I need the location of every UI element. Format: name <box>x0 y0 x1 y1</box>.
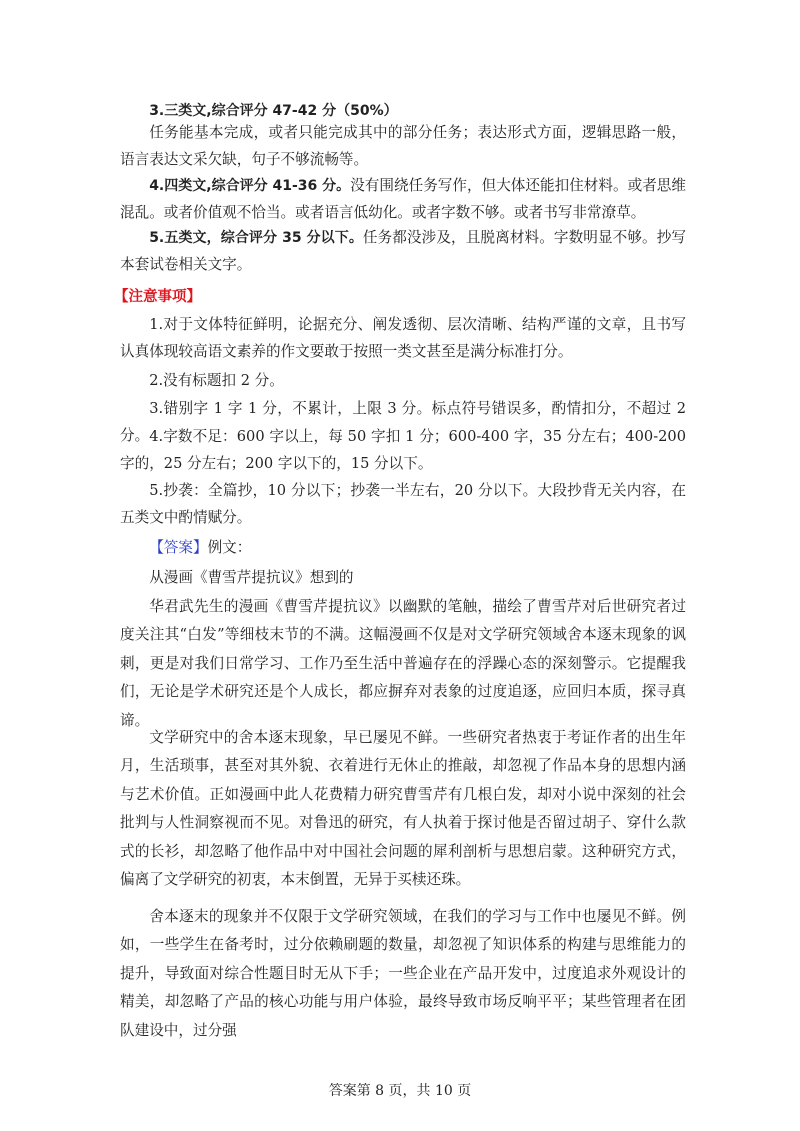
answer-intro: 例文： <box>207 539 252 556</box>
essay-title: 从漫画《曹雪芹提抗议》想到的 <box>149 569 354 586</box>
rubric-item-5-title: 5.五类文，综合评分 35 分以下。 <box>149 230 363 246</box>
note-item-3: 3.错别字 1 字 1 分，不累计，上限 3 分。标点符号错误多，酌情扣分，不超过 2 分。 <box>120 400 686 444</box>
rubric-item-4 <box>120 173 686 226</box>
note-item-4: 4.字数不足：600 字以上，每 50 字扣 1 分；600-400 字，35 分左右；400-200 字的，25 分左右；200 字以下的，15 分以下。 <box>120 428 686 472</box>
notes-heading: 【注意事项】 <box>114 289 201 305</box>
essay-paragraph-3: 舍本逐末的现象并不仅限于文学研究领域，在我们的学习与工作中也屡见不鲜。例如，一些学生在备考时，过分依赖刷题的数量，却忽视了知识体系的构建与思维能力的提升，导致面对综合性题目时无从下手；一些企业在产品开发中，过度追求外观设计的精美，却忽略了产品的核心功能与用户体验，最终导致市场反响平平；某些管理者在团队建设中，过分强 <box>120 908 686 1039</box>
rubric-item-3-title: 3.三类文,综合评分 47-42 分（50%） <box>149 103 398 119</box>
note-item-1: 1.对于文体特征鲜明，论据充分、阐发透彻、层次清晰、结构严谨的文章，且书写认真体现较高语文素养的作文要敢于按照一类文甚至是满分标准打分。 <box>120 316 686 360</box>
note-item-5: 5.抄袭：全篇抄，10 分以下；抄袭一半左右，20 分以下。大段抄背无关内容，在五类文中酌情赋分。 <box>120 482 686 526</box>
answer-label: 【答案】 <box>149 539 208 556</box>
page-footer: 答案第 8 页，共 10 页 <box>328 1083 472 1099</box>
rubric-item-4-text: 没有围绕任务写作，但大体还能扣住材料。或者思维混乱。或者价值观不恰当。或者语言低幼化。或者字数不够。或者书写非常潦草。 <box>120 177 686 221</box>
note-item-2: 2.没有标题扣 2 分。 <box>149 372 284 389</box>
rubric-item-5 <box>120 225 686 278</box>
rubric-item-4-title: 4.四类文,综合评分 41-36 分。 <box>149 178 351 194</box>
answer-label-line <box>120 535 686 562</box>
essay-paragraph-2: 文学研究中的舍本逐末现象，早已屡见不鲜。一些研究者热衷于考证作者的出生年月，生活琐事，甚至对其外貌、衣着进行无休止的推敲，却忽视了作品本身的思想内涵与艺术价值。正如漫画中此人花费精力研究曹雪芹有几根白发，却对小说中深刻的社会批判与人性洞察视而不见。对鲁迅的研究，有人执着于探讨他是否留过胡子、穿什么款式的长衫，却忽略了他作品中对中国社会问题的犀利剖析与思想启蒙。这种研究方式，偏离了文学研究的初衷，本末倒置，无异于买椟还珠。 <box>120 729 686 889</box>
rubric-item-3-text: 任务能基本完成，或者只能完成其中的部分任务；表达形式方面，逻辑思路一般，语言表达文采欠缺，句子不够流畅等。 <box>120 124 686 168</box>
essay-paragraph-1: 华君武先生的漫画《曹雪芹提抗议》以幽默的笔触，描绘了曹雪芹对后世研究者过度关注其“白发”等细枝末节的不满。这幅漫画不仅是对文学研究领域舍本逐末现象的讽刺，更是对我们日常学习、工作乃至生活中普遍存在的浮躁心态的深刻警示。它提醒我们，无论是学术研究还是个人成长，都应摒弃对表象的过度追逐，应回归本质，探寻真谛。 <box>120 598 686 729</box>
rubric-item-5-text: 任务都没涉及，且脱离材料。字数明显不够。抄写本套试卷相关文字。 <box>120 229 686 273</box>
